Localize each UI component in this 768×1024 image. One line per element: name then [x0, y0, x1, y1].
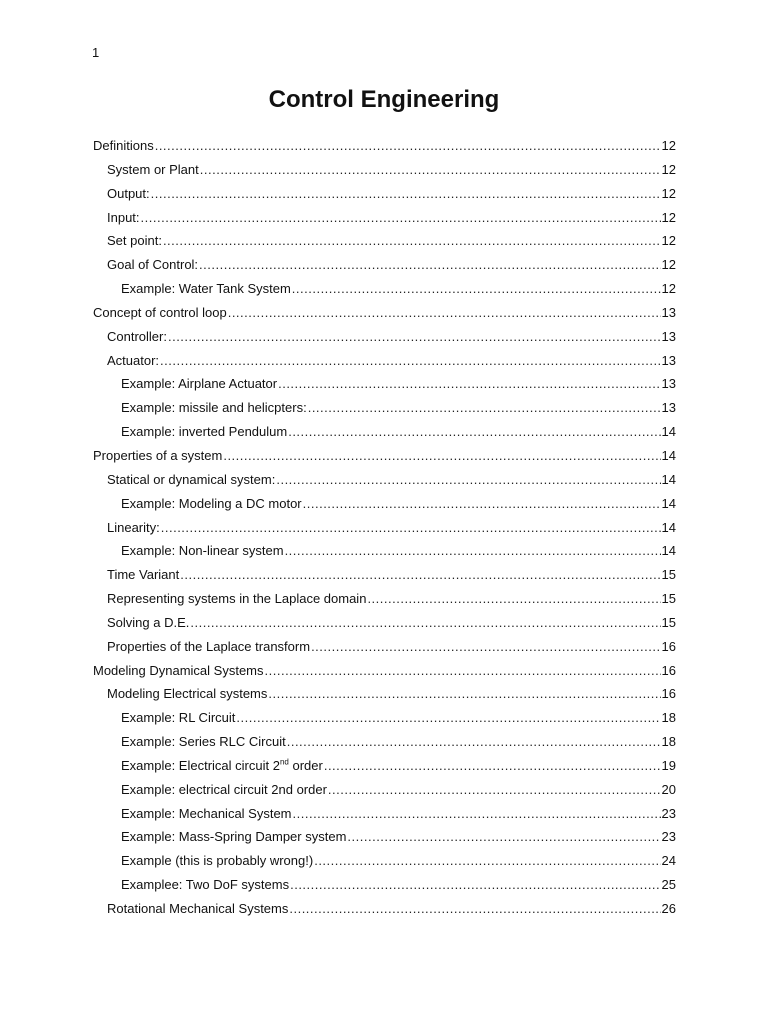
toc-page-number: 13	[661, 400, 676, 416]
toc-entry-title: Input:	[107, 209, 140, 225]
toc-page-number: 13	[661, 352, 676, 368]
toc-entry-title: Linearity:	[107, 519, 160, 535]
toc-entry[interactable]	[93, 778, 676, 802]
toc-entry[interactable]	[93, 468, 676, 492]
toc-dot-leader	[288, 420, 660, 444]
toc-page-number: 13	[661, 304, 676, 320]
toc-page-number: 15	[661, 614, 676, 630]
toc-dot-leader	[168, 325, 661, 349]
toc-dot-leader	[278, 372, 660, 396]
toc-entry-title: Example: Water Tank System	[121, 281, 291, 297]
toc-entry[interactable]	[93, 372, 676, 396]
toc-dot-leader	[223, 444, 660, 468]
toc-page-number: 16	[661, 638, 676, 654]
toc-page-number: 18	[661, 734, 676, 750]
toc-dot-leader	[287, 730, 661, 754]
toc-dot-leader	[163, 229, 661, 253]
toc-entry-title: Representing systems in the Laplace domain	[107, 591, 367, 607]
toc-page-number: 14	[661, 495, 676, 511]
toc-entry[interactable]	[93, 253, 676, 277]
toc-entry-title: Properties of the Laplace transform	[107, 638, 311, 654]
toc-page-number: 12	[661, 161, 676, 177]
toc-dot-leader	[289, 897, 660, 921]
toc-dot-leader	[308, 396, 661, 420]
toc-entry-title: Example: RL Circuit	[121, 710, 236, 726]
toc-page-number: 14	[661, 471, 676, 487]
toc-entry[interactable]	[93, 539, 676, 563]
toc-entry[interactable]	[93, 897, 676, 921]
toc-page-number: 19	[661, 757, 676, 773]
toc-page-number: 24	[661, 853, 676, 869]
toc-dot-leader	[228, 301, 661, 325]
toc-entry-title: Example (this is probably wrong!)	[121, 853, 314, 869]
toc-entry-title: Properties of a system	[93, 447, 223, 463]
toc-entry[interactable]	[93, 563, 676, 587]
toc-entry[interactable]	[93, 396, 676, 420]
document-title: Control Engineering	[268, 86, 500, 113]
toc-page-number: 16	[661, 686, 676, 702]
toc-entry[interactable]	[93, 849, 676, 873]
toc-dot-leader	[347, 825, 660, 849]
toc-entry[interactable]	[93, 706, 676, 730]
toc-entry[interactable]	[93, 611, 676, 635]
toc-dot-leader	[328, 778, 661, 802]
toc-page-number: 18	[661, 710, 676, 726]
toc-entry[interactable]	[93, 206, 676, 230]
table-of-contents	[93, 134, 676, 921]
toc-dot-leader	[141, 206, 661, 230]
toc-entry-title: Time Variant	[107, 567, 180, 583]
toc-entry-title: Example: Electrical circuit 2nd order	[121, 757, 323, 773]
toc-page-number: 20	[661, 781, 676, 797]
toc-page-number: 12	[661, 138, 676, 153]
toc-entry-title: Goal of Control:	[107, 257, 199, 273]
toc-dot-leader	[367, 587, 660, 611]
toc-dot-leader	[155, 134, 661, 158]
toc-entry-title: Set point:	[107, 233, 162, 249]
toc-page-number: 12	[661, 233, 676, 249]
toc-page-number: 12	[661, 257, 676, 273]
toc-dot-leader	[160, 349, 661, 373]
toc-entry-title: Example: Airplane Actuator	[121, 376, 278, 392]
toc-page-number: 26	[661, 901, 676, 916]
toc-dot-leader	[200, 158, 661, 182]
toc-entry[interactable]	[93, 873, 676, 897]
toc-entry-title: Output:	[107, 185, 150, 201]
toc-entry-title: System or Plant	[107, 161, 199, 177]
toc-entry-title: Example: electrical circuit 2nd order	[121, 781, 327, 797]
toc-page-number: 14	[661, 424, 676, 440]
toc-entry[interactable]	[93, 134, 676, 158]
toc-entry[interactable]	[93, 325, 676, 349]
toc-dot-leader	[314, 849, 660, 873]
toc-entry[interactable]	[93, 635, 676, 659]
toc-entry[interactable]	[93, 730, 676, 754]
toc-entry-title: Modeling Dynamical Systems	[93, 662, 264, 678]
toc-entry[interactable]	[93, 754, 676, 778]
toc-dot-leader	[303, 492, 661, 516]
toc-entry[interactable]	[93, 516, 676, 540]
toc-page-number: 12	[661, 281, 676, 297]
toc-entry[interactable]	[93, 825, 676, 849]
toc-entry[interactable]	[93, 587, 676, 611]
toc-entry-title: Example: Non-linear system	[121, 543, 284, 559]
toc-entry-title: Rotational Mechanical Systems	[107, 901, 289, 916]
toc-entry[interactable]	[93, 802, 676, 826]
toc-entry-title: Example: missile and helicpters:	[121, 400, 307, 416]
page-number: 1	[92, 45, 100, 60]
toc-entry-title: Example: Mechanical System	[121, 805, 292, 821]
toc-page-number: 14	[661, 543, 676, 559]
toc-page-number: 13	[661, 328, 676, 344]
toc-dot-leader	[151, 182, 661, 206]
toc-entry[interactable]	[93, 420, 676, 444]
toc-page-number: 25	[661, 877, 676, 893]
toc-entry[interactable]	[93, 182, 676, 206]
toc-page-number: 16	[661, 662, 676, 678]
toc-page-number: 14	[661, 519, 676, 535]
toc-page-number: 15	[661, 567, 676, 583]
toc-page-number: 12	[661, 209, 676, 225]
toc-entry-title: Example: inverted Pendulum	[121, 424, 288, 440]
toc-dot-leader	[265, 659, 661, 683]
toc-entry-title: Concept of control loop	[93, 304, 227, 320]
toc-dot-leader	[293, 802, 661, 826]
toc-dot-leader	[268, 682, 660, 706]
toc-dot-leader	[199, 253, 660, 277]
toc-entry[interactable]	[93, 659, 676, 683]
toc-entry-title: Controller:	[107, 328, 167, 344]
toc-entry[interactable]	[93, 301, 676, 325]
toc-entry[interactable]	[93, 682, 676, 706]
toc-dot-leader	[311, 635, 660, 659]
toc-entry-title: Example: Mass-Spring Damper system	[121, 829, 347, 845]
toc-entry-title: Examplee: Two DoF systems	[121, 877, 290, 893]
toc-dot-leader	[290, 873, 660, 897]
toc-dot-leader	[180, 563, 660, 587]
toc-entry-title: Statical or dynamical system:	[107, 471, 276, 487]
toc-page-number: 12	[661, 185, 676, 201]
toc-entry-title: Modeling Electrical systems	[107, 686, 268, 702]
toc-page-number: 13	[661, 376, 676, 392]
toc-entry[interactable]	[93, 349, 676, 373]
toc-dot-leader	[236, 706, 660, 730]
toc-entry[interactable]	[93, 492, 676, 516]
toc-entry-title: Solving a D.E.	[107, 614, 190, 630]
toc-entry[interactable]	[93, 229, 676, 253]
toc-entry[interactable]	[93, 158, 676, 182]
toc-dot-leader	[276, 468, 660, 492]
toc-page-number: 15	[661, 591, 676, 607]
toc-entry[interactable]	[93, 444, 676, 468]
toc-entry-title: Example: Modeling a DC motor	[121, 495, 302, 511]
toc-dot-leader	[292, 277, 661, 301]
toc-entry-title: Example: Series RLC Circuit	[121, 734, 286, 750]
toc-dot-leader	[190, 611, 660, 635]
toc-entry-title: Actuator:	[107, 352, 160, 368]
toc-dot-leader	[161, 516, 661, 540]
toc-dot-leader	[324, 754, 661, 778]
toc-entry-title: Definitions	[93, 138, 154, 153]
toc-entry[interactable]	[93, 277, 676, 301]
toc-page-number: 23	[661, 805, 676, 821]
toc-dot-leader	[285, 539, 661, 563]
toc-page-number: 14	[661, 447, 676, 463]
toc-page-number: 23	[661, 829, 676, 845]
